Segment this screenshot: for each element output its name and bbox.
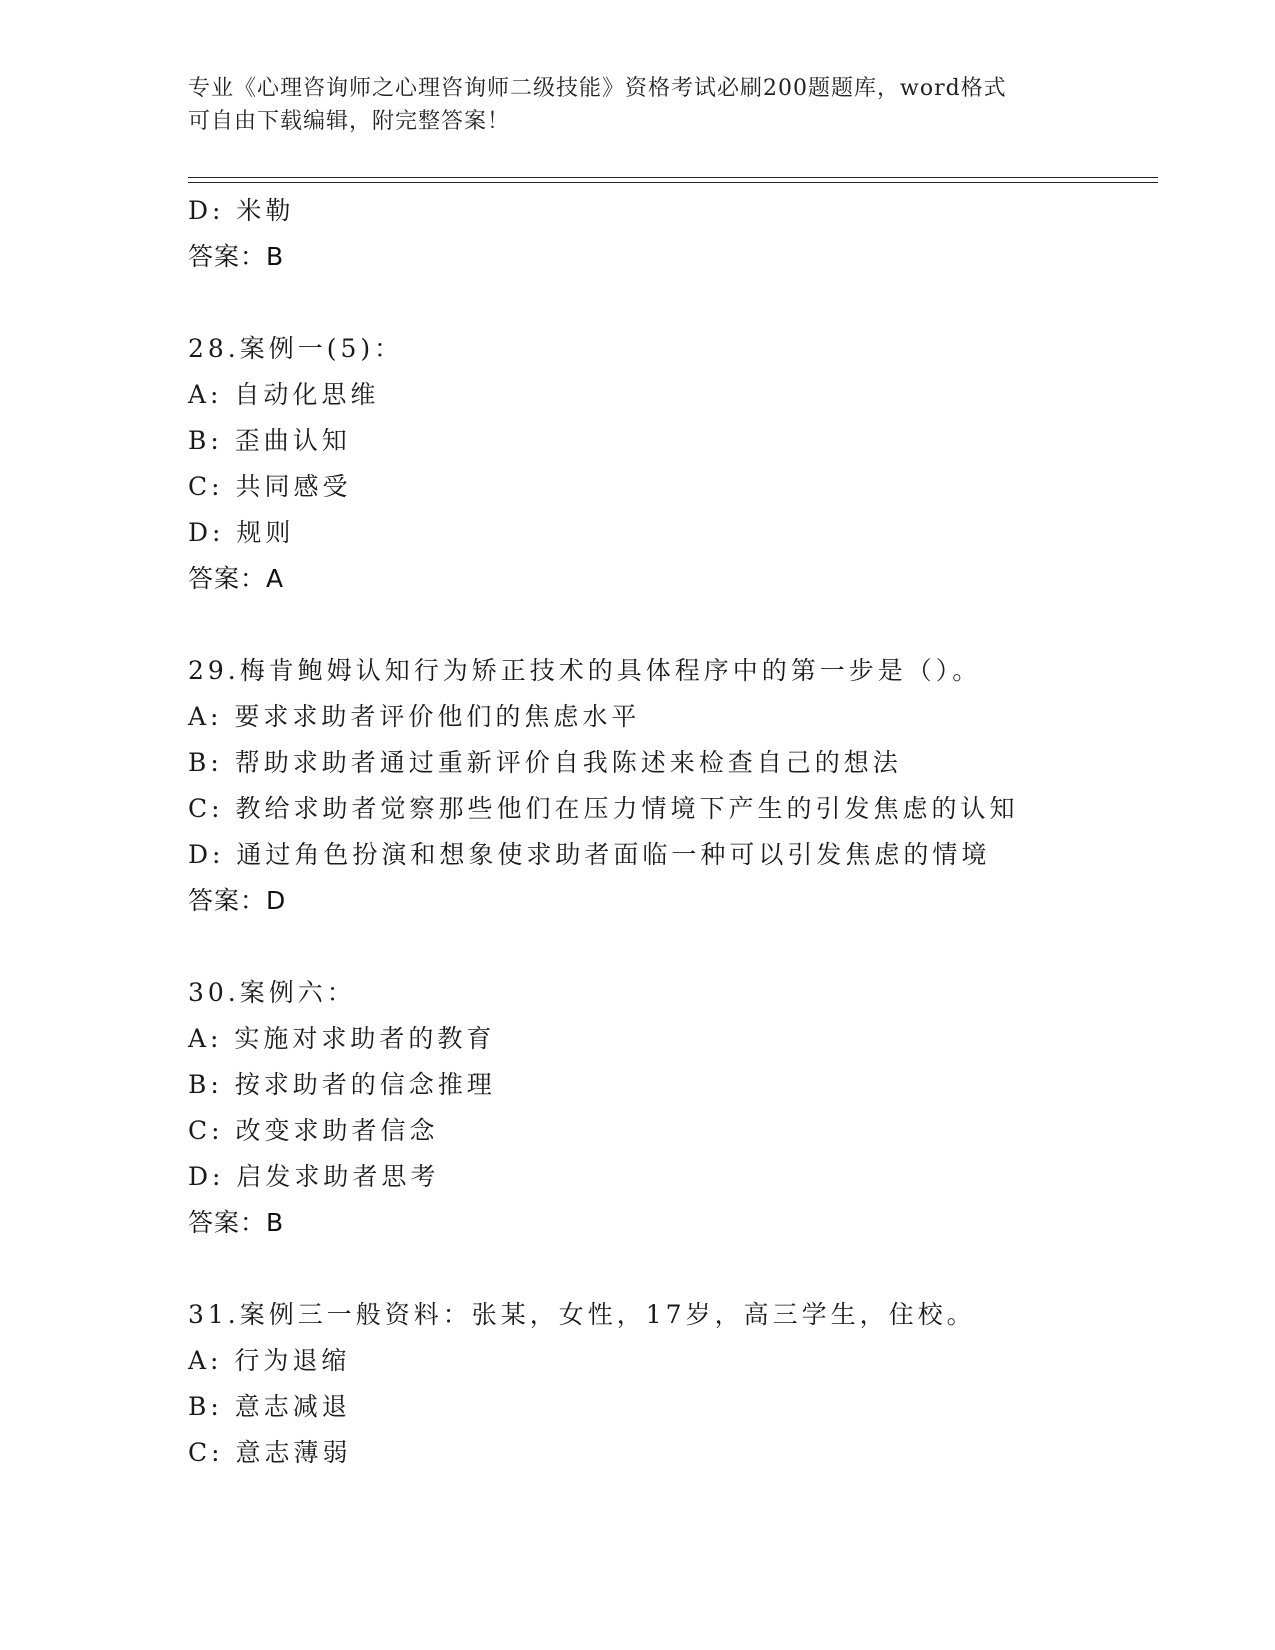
option-a: A: 要求求助者评价他们的焦虑水平 xyxy=(188,702,641,731)
spacer xyxy=(188,280,1148,326)
option-c: C: 教给求助者觉察那些他们在压力情境下产生的引发焦虑的认知 xyxy=(188,794,1019,823)
question-item-31 xyxy=(188,1292,1148,1476)
spacer xyxy=(188,924,1148,970)
answer-line: 答案：B xyxy=(188,1208,285,1237)
option-a: A: 实施对求助者的教育 xyxy=(188,1024,496,1053)
question-stem: 30.案例六： xyxy=(188,978,356,1007)
answer-line: 答案：A xyxy=(188,564,285,593)
option-b: B: 按求助者的信念推理 xyxy=(188,1070,496,1099)
option-c: C: 意志薄弱 xyxy=(188,1438,352,1467)
option-a: A: 行为退缩 xyxy=(188,1346,351,1375)
answer-line: 答案：B xyxy=(188,242,285,271)
question-stem: 31.案例三一般资料：张某，女性，17岁，高三学生，住校。 xyxy=(188,1300,976,1329)
option-c: C: 共同感受 xyxy=(188,472,352,501)
option-b: B: 帮助求助者通过重新评价自我陈述来检查自己的想法 xyxy=(188,748,902,777)
document-header xyxy=(188,72,1088,138)
question-item-29 xyxy=(188,648,1148,924)
option-c: C: 改变求助者信念 xyxy=(188,1116,439,1145)
header-divider-bottom xyxy=(188,182,1158,183)
option-d: D: 规则 xyxy=(188,518,295,547)
option-d: D: 通过角色扮演和想象使求助者面临一种可以引发焦虑的情境 xyxy=(188,840,991,869)
header-line-1: 专业《心理咨询师之心理咨询师二级技能》资格考试必刷200题题库，word格式 xyxy=(188,76,1007,101)
question-item-30 xyxy=(188,970,1148,1246)
spacer xyxy=(188,1246,1148,1292)
question-list xyxy=(188,188,1148,1476)
option-b: B: 意志减退 xyxy=(188,1392,351,1421)
question-stem: 28.案例一(5)： xyxy=(188,334,404,363)
answer-line: 答案：D xyxy=(188,886,287,915)
header-line-2: 可自由下载编辑，附完整答案！ xyxy=(188,109,511,134)
option-a: A: 自动化思维 xyxy=(188,380,380,409)
question-item-28 xyxy=(188,326,1148,602)
header-divider-top xyxy=(188,177,1158,178)
option-d: D: 启发求助者思考 xyxy=(188,1162,440,1191)
question-stem: 29.梅肯鲍姆认知行为矫正技术的具体程序中的第一步是（）。 xyxy=(188,656,982,685)
option-b: B: 歪曲认知 xyxy=(188,426,351,455)
option-d: D: 米勒 xyxy=(188,196,295,225)
spacer xyxy=(188,602,1148,648)
